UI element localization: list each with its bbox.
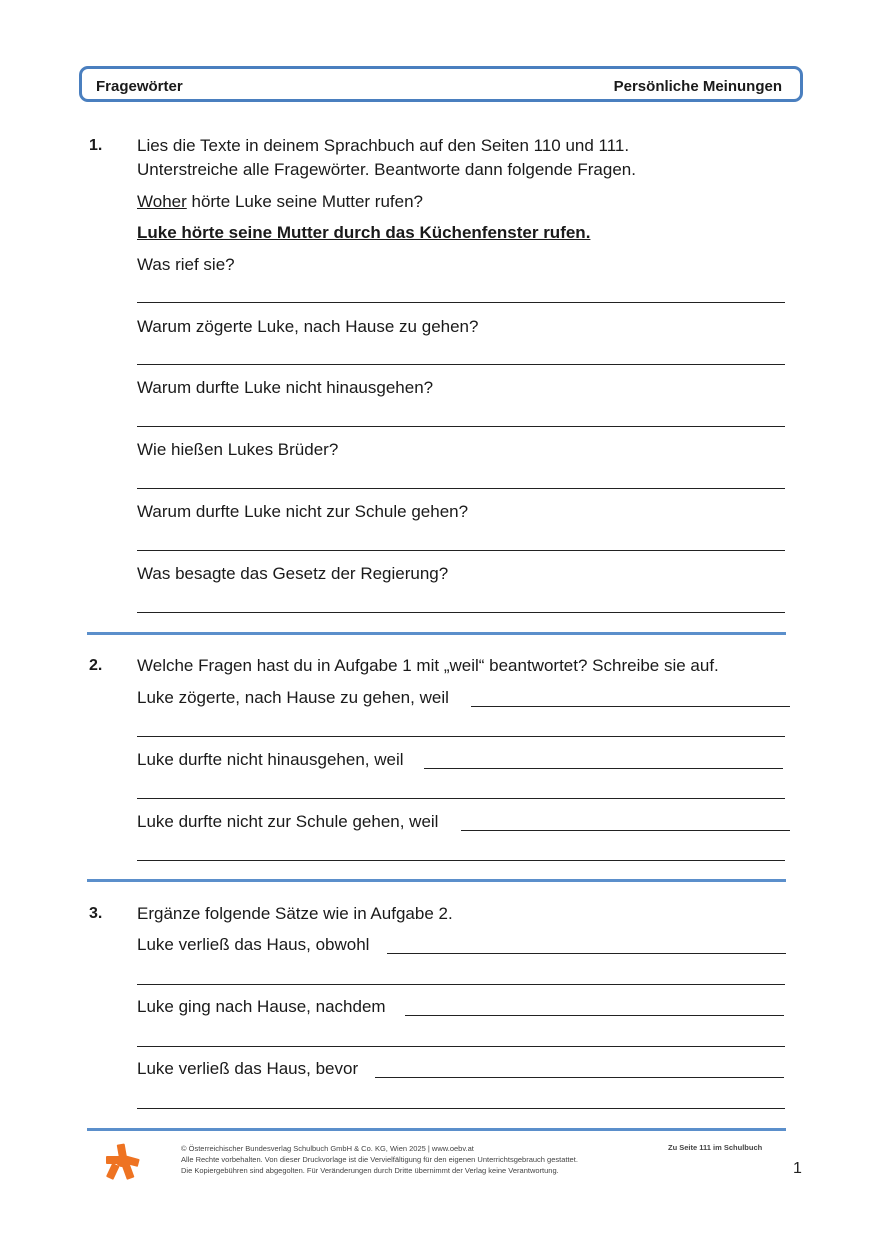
answer-line[interactable] xyxy=(137,798,785,799)
fill-line[interactable] xyxy=(471,706,790,707)
answer-line[interactable] xyxy=(137,1108,785,1109)
task2-intro: Welche Fragen hast du in Aufgabe 1 mit „weil“ beantwortet? Schreibe sie auf. xyxy=(137,656,719,675)
answer-line[interactable] xyxy=(137,488,785,489)
answer-line[interactable] xyxy=(137,984,785,985)
task2-sentence-2: Luke durfte nicht hinausgehen, weil xyxy=(137,750,404,769)
answer-line[interactable] xyxy=(137,1046,785,1047)
example-question-word: Woher xyxy=(137,192,187,211)
answer-line[interactable] xyxy=(137,736,785,737)
section-separator xyxy=(87,879,786,882)
task3-number: 3. xyxy=(89,905,103,922)
fill-line[interactable] xyxy=(461,830,790,831)
task3-sentence-3: Luke verließ das Haus, bevor xyxy=(137,1059,359,1078)
answer-line[interactable] xyxy=(137,426,785,427)
fill-line[interactable] xyxy=(424,768,783,769)
task3-intro: Ergänze folgende Sätze wie in Aufgabe 2. xyxy=(137,904,453,923)
fill-line[interactable] xyxy=(387,953,786,954)
publisher-logo-icon xyxy=(104,1142,140,1180)
task1-intro-line2: Unterstreiche alle Fragewörter. Beantworte dann folgende Fragen. xyxy=(137,160,636,179)
answer-line[interactable] xyxy=(137,860,785,861)
section-separator xyxy=(87,632,786,635)
question-3: Warum durfte Luke nicht hinausgehen? xyxy=(137,378,434,397)
task3-sentence-1: Luke verließ das Haus, obwohl xyxy=(137,935,370,954)
fill-line[interactable] xyxy=(375,1077,784,1078)
answer-line[interactable] xyxy=(137,550,785,551)
section-separator xyxy=(87,1128,786,1131)
task2-sentence-1: Luke zögerte, nach Hause zu gehen, weil xyxy=(137,688,449,707)
question-5: Warum durfte Luke nicht zur Schule gehen? xyxy=(137,502,469,521)
task1-example-answer: Luke hörte seine Mutter durch das Küchenfenster rufen. xyxy=(137,223,591,242)
example-question-rest: hörte Luke seine Mutter rufen? xyxy=(186,192,424,211)
footer-reference: Zu Seite 111 im Schulbuch xyxy=(668,1143,763,1152)
question-1: Was rief sie? xyxy=(137,255,235,274)
footer-copyright xyxy=(181,1143,578,1176)
footer-line-3: Die Kopiergebühren sind abgegolten. Für Veränderungen durch Dritte übernimmt der Verlag keine Verantwortung. xyxy=(181,1166,559,1175)
question-6: Was besagte das Gesetz der Regierung? xyxy=(137,564,449,583)
task2-sentence-3: Luke durfte nicht zur Schule gehen, weil xyxy=(137,812,439,831)
answer-line[interactable] xyxy=(137,612,785,613)
header-title: Fragewörter xyxy=(96,78,183,95)
task1-example-question xyxy=(137,192,423,212)
answer-line[interactable] xyxy=(137,364,785,365)
task2-number: 2. xyxy=(89,657,103,674)
task1-intro-line1: Lies die Texte in deinem Sprachbuch auf den Seiten 110 und 111. xyxy=(137,136,630,155)
task3-sentence-2: Luke ging nach Hause, nachdem xyxy=(137,997,386,1016)
task1-number: 1. xyxy=(89,137,103,154)
answer-line[interactable] xyxy=(137,302,785,303)
page-number: 1 xyxy=(793,1160,802,1177)
question-2: Warum zögerte Luke, nach Hause zu gehen? xyxy=(137,317,479,336)
header-box xyxy=(79,66,803,102)
fill-line[interactable] xyxy=(405,1015,784,1016)
footer-line-2: Alle Rechte vorbehalten. Von dieser Druckvorlage ist die Vervielfältigung für den eigenen Unterrichtsgebrauch gestattet. xyxy=(181,1155,578,1164)
footer-line-1: © Österreichischer Bundesverlag Schulbuch GmbH & Co. KG, Wien 2025 | www.oebv.at xyxy=(181,1144,474,1153)
question-4: Wie hießen Lukes Brüder? xyxy=(137,440,339,459)
header-subtitle: Persönliche Meinungen xyxy=(613,78,782,95)
